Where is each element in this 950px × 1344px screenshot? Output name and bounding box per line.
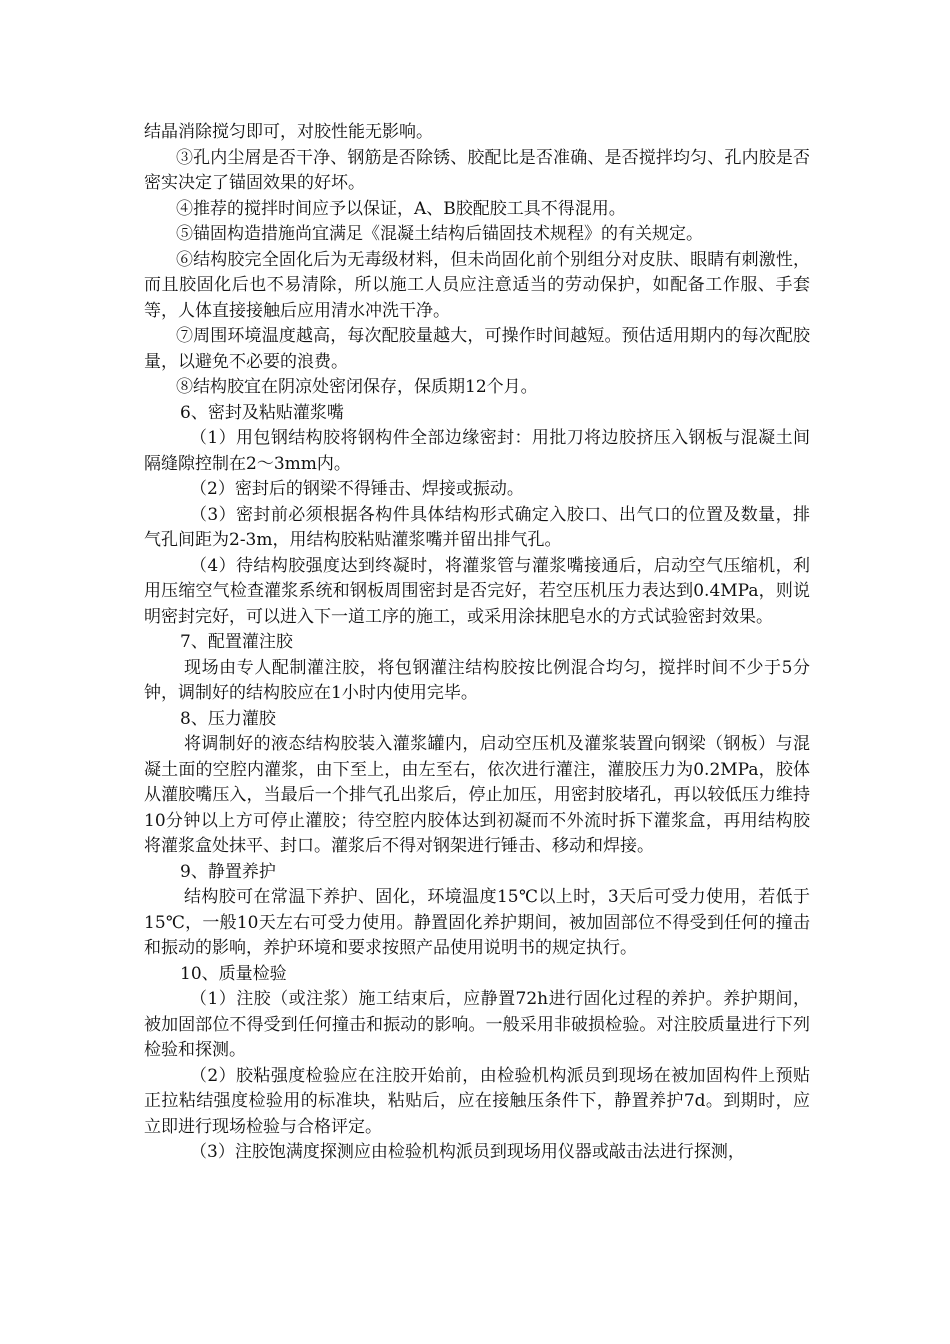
document-body xyxy=(144,120,810,1166)
list-item-4: ④推荐的搅拌时间应予以保证，A、B胶配胶工具不得混用。 xyxy=(176,198,626,219)
list-item-7: ⑦周围环境温度越高，每次配胶量越大，可操作时间越短。预估适用期内的每次配胶量，以避免不必要的浪费。 xyxy=(144,326,810,372)
list-item-3: ③孔内尘屑是否干净、钢筋是否除锈、胶配比是否准确、是否搅拌均匀、孔内胶是否密实决定了锚固效果的好坏。 xyxy=(144,147,810,193)
section-heading-9: 9、静置养护 xyxy=(180,861,276,882)
sub-item-10-1: （1）注胶（或注浆）施工结束后，应静置72h进行固化过程的养护。养护期间，被加固部位不得受到任何撞击和振动的影响。一般采用非破损检验。对注胶质量进行下列检验和探测。 xyxy=(144,989,810,1060)
sub-item-6-4: （4）待结构胶强度达到终凝时，将灌浆管与灌浆嘴接通后，启动空气压缩机，利用压缩空气检查灌浆系统和钢板周围密封是否完好，若空压机压力表达到0.4MPa，则说明密封完好，可以进入下一道工序的施工，或采用涂抹肥皂水的方式试验密封效果。 xyxy=(144,555,810,627)
section-heading-7: 7、配置灌注胶 xyxy=(180,632,293,652)
list-item-8: ⑧结构胶宜在阴凉处密闭保存，保质期12个月。 xyxy=(176,377,538,397)
paragraph-9: 结构胶可在常温下养护、固化，环境温度15℃以上时，3天后可受力使用，若低于15℃，一般10天左右可受力使用。静置固化养护期间，被加固部位不得受到任何的撞击和振动的影响，养护环境和要求按照产品使用说明书的规定执行。 xyxy=(144,887,810,958)
paragraph-8: 将调制好的液态结构胶装入灌浆罐内，启动空压机及灌浆装置向钢梁（钢板）与混凝土面的空腔内灌浆，由下至上，由左至右，依次进行灌注，灌胶压力为0.2MPa，胶体从灌胶嘴压入，当最后一个排气孔出浆后，停止加压，用密封胶堵孔，再以较低压力维持10分钟以上方可停止灌胶；待空腔内胶体达到初凝而不外流时拆下灌浆盒，再用结构胶将灌浆盒处抹平、封口。灌浆后不得对钢架进行锤击、移动和焊接。 xyxy=(144,734,810,856)
section-heading-10: 10、质量检验 xyxy=(180,963,287,984)
list-item-6: ⑥结构胶完全固化后为无毒级材料，但未尚固化前个别组分对皮肤、眼睛有刺激性，而且胶固化后也不易清除，所以施工人员应注意适当的劳动保护，如配备工作服、手套等，人体直接接触后应用清水冲洗干净。 xyxy=(144,249,810,321)
paragraph: 结晶消除搅匀即可，对胶性能无影响。 xyxy=(144,122,433,142)
sub-item-6-1: （1）用包钢结构胶将钢构件全部边缘密封：用批刀将边胶挤压入钢板与混凝土间隔缝隙控制在2～3mm内。 xyxy=(144,428,810,474)
sub-item-6-2: （2）密封后的钢梁不得锤击、焊接或振动。 xyxy=(190,479,524,499)
sub-item-6-3: （3）密封前必须根据各构件具体结构形式确定入胶口、出气口的位置及数量，排气孔间距为2-3m，用结构胶粘贴灌浆嘴并留出排气孔。 xyxy=(144,504,810,550)
list-item-5: ⑤锚固构造措施尚宜满足《混凝土结构后锚固技术规程》的有关规定。 xyxy=(176,224,703,244)
section-heading-6: 6、密封及粘贴灌浆嘴 xyxy=(180,402,344,423)
sub-item-10-2: （2）胶粘强度检验应在注胶开始前，由检验机构派员到现场在被加固构件上预贴正拉粘结强度检验用的标准块，粘贴后，应在接触压条件下，静置养护7d。到期时，应立即进行现场检验与合格评定。 xyxy=(144,1065,810,1137)
paragraph-7: 现场由专人配制灌注胶，将包钢灌注结构胶按比例混合均匀，搅拌时间不少于5分钟，调制好的结构胶应在1小时内使用完毕。 xyxy=(144,657,810,703)
sub-item-10-3: （3）注胶饱满度探测应由检验机构派员到现场用仪器或敲击法进行探测， xyxy=(190,1142,745,1162)
section-heading-8: 8、压力灌胶 xyxy=(180,708,276,729)
